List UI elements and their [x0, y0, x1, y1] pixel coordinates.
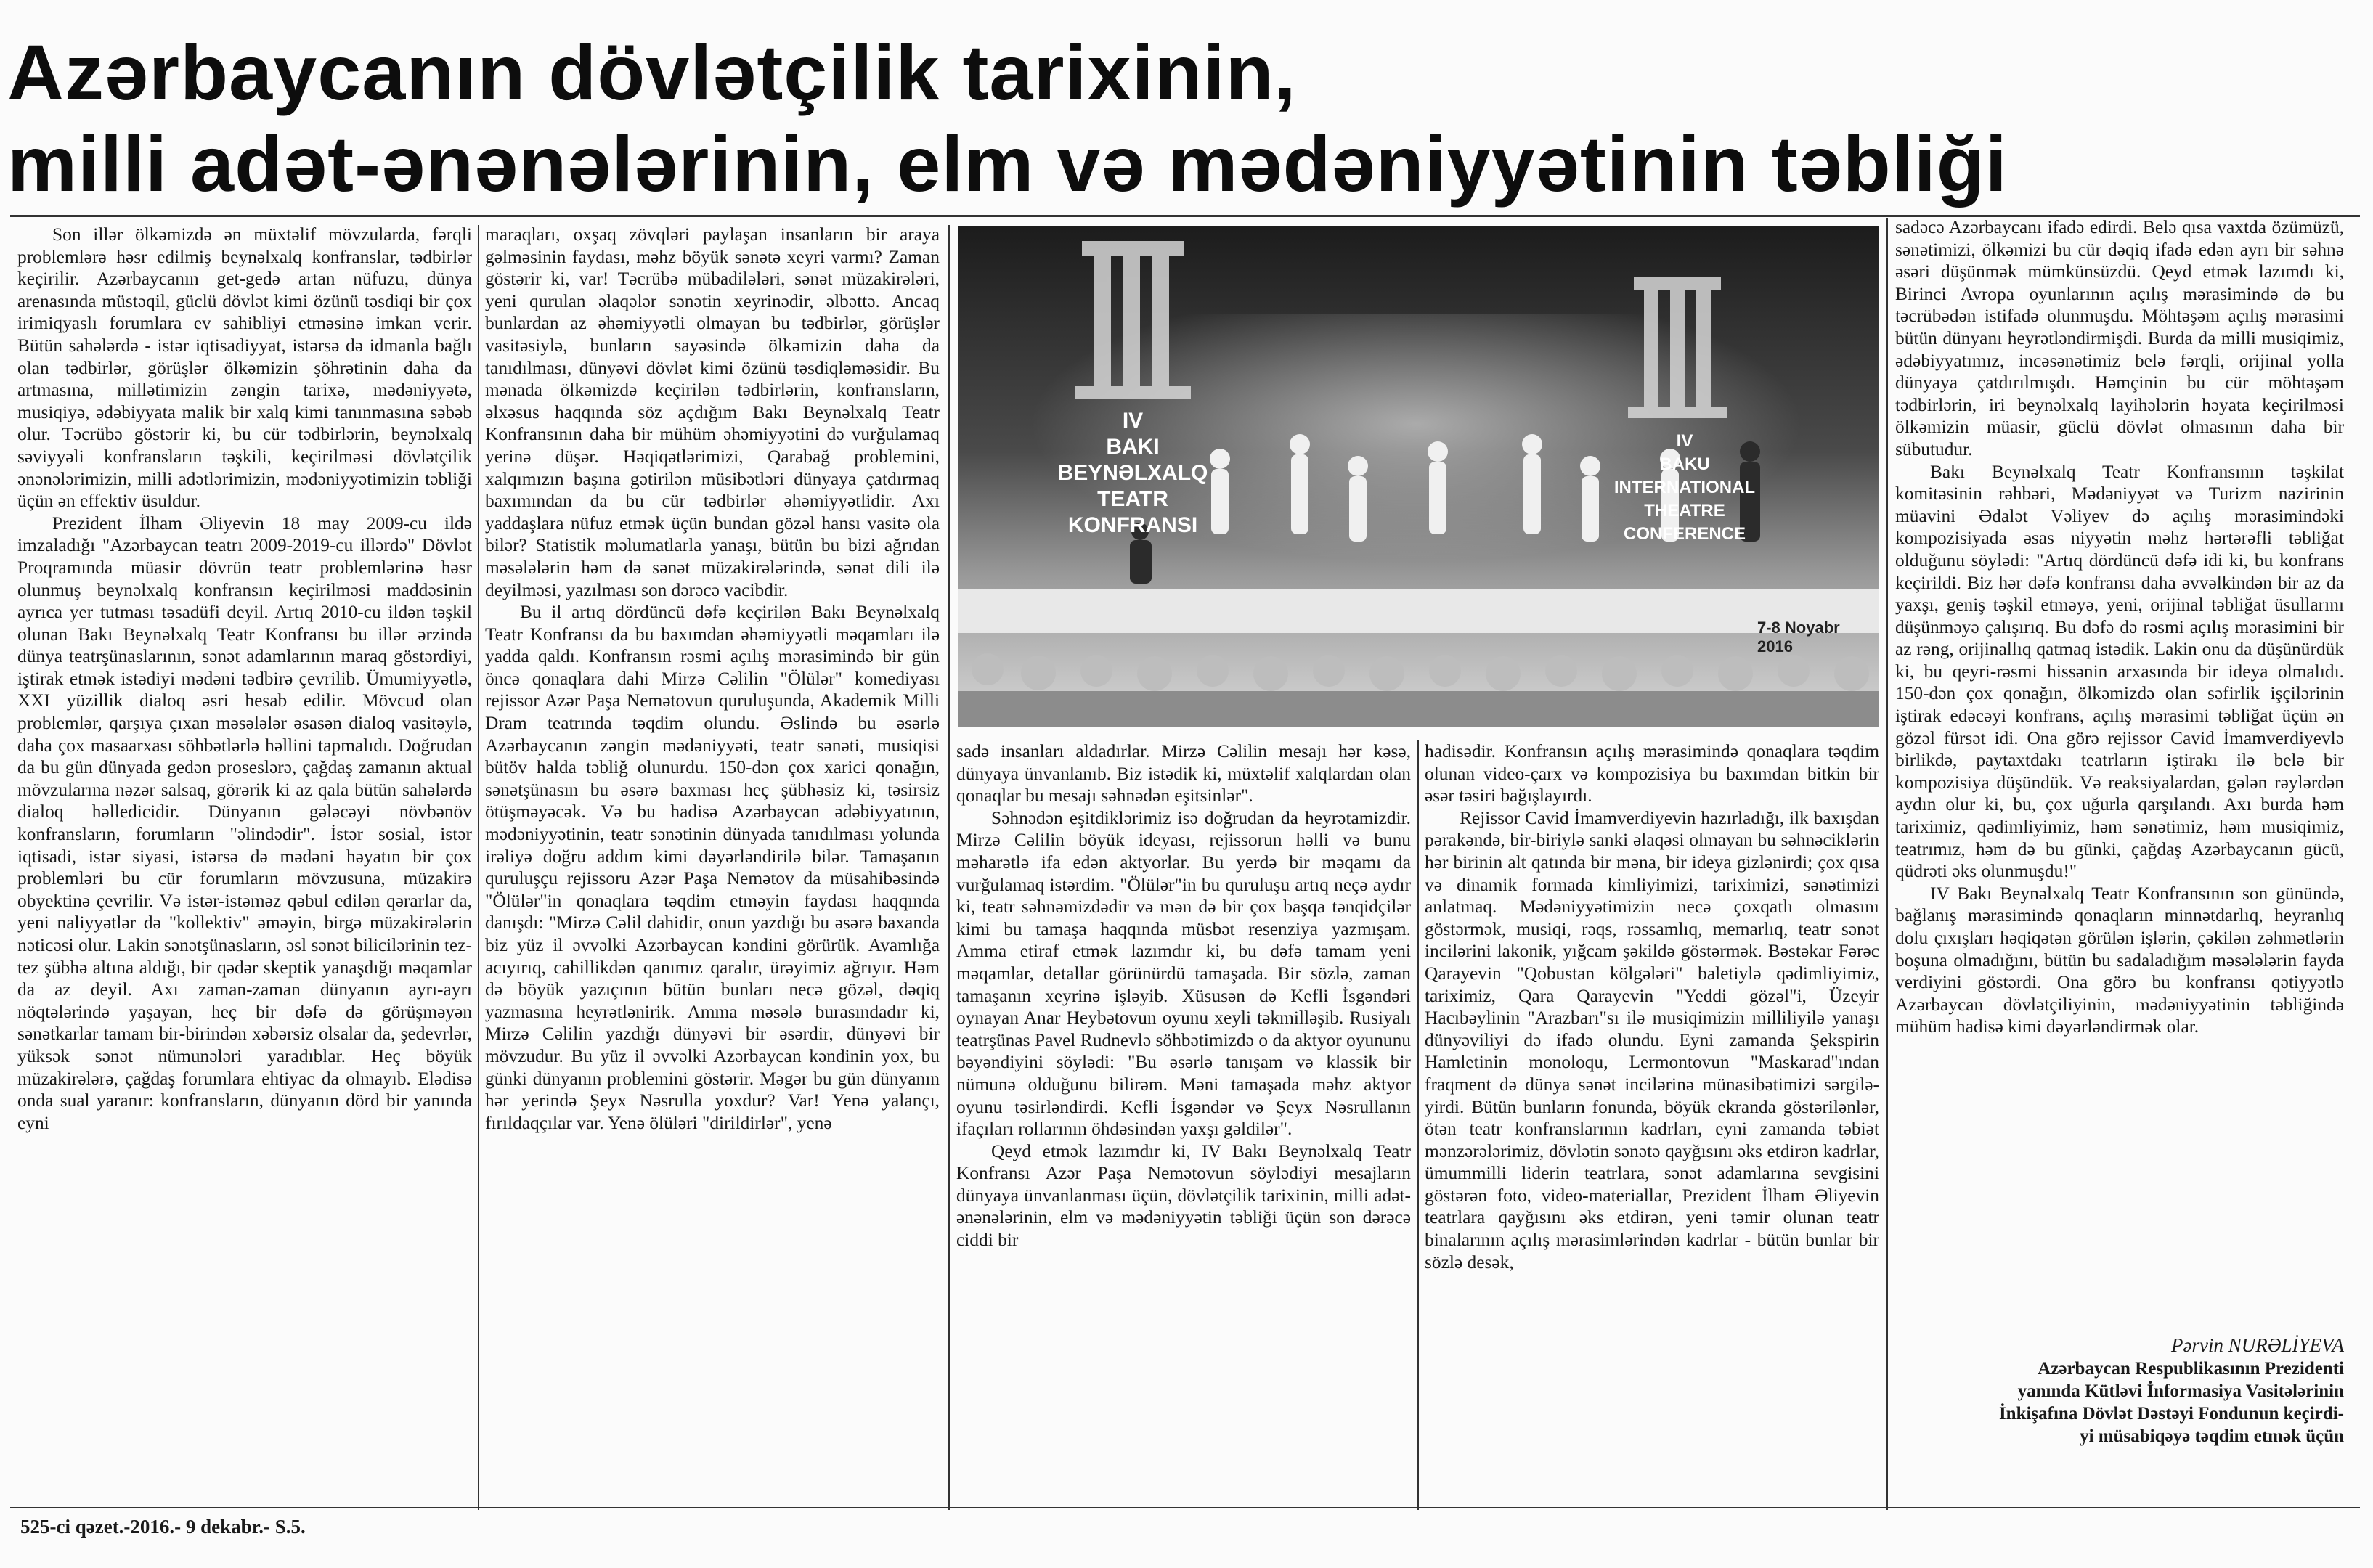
banner-left-line: KONFRANSI — [1067, 513, 1198, 537]
paragraph: Bakı Beynəlxalq Teatr Konfransının təşkilat komitəsinin rəhbəri, Mədəniyyət və Turizm nazirinin müavini Ədalət Vəliyev də açılış mərasimindəki kompozisiyada əsas niyyətin məhz hərtərəfli təbliğat olduğunu söylədi: "Artıq dördüncü dəfə idi ki, bu konfrans keçirildi. Biz hər dəfə konfransı daha əvvəlkindən bir az da yaxşı, geniş təşkil etməyə, yeni, orijinal təbliğat üsullarını düşünməyə çalışırıq. Bu dəfə də rəsmi açılış mərasimini bir az rəng, orijinallıq qatmaq istədik. Lakin onu da düşünürdük ki, bu qeyri-rəsmi hissənin arxasında bir ideya olmalıdı. 150-dən çox qonağın, ölkəmizdə olan səfirlik işçilərinin iştirak edəcəyi konfrans, açılış mərasimi təbliğat üçün ən gözəl fürsət idi. Ona görə rejissor Cavid İmamverdiyevlə birlikdə, paytaxtdakı teatrların iştirakı ilə belə bir kompozisiya düşündük. Və reaksiyalardan, gələn rəylərdən aydın olur ki, bu, çox uğurla qarşılandı. Axı burda həm tariximiz, qədimliyimiz, həm sənətimiz, həm musiqimiz, teatrımız, həm də bu günki, çağdaş Azərbaycanın gücü, qüdrəti əks olunmuşdu!" — [1895, 461, 2344, 882]
paragraph: Səhnədən eşitdiklərimiz isə doğrudan da heyrətamizdir. Mirzə Cəlilin böyük ideyası, rejissorun həlli və bunu məharətlə ifa edən aktyorlar. Bu yerdə bir məqamı da vurğulamaq istərdim. "Ölülər"in bu quruluşu artıq neçə aydır ki, teatr səhnəmizdədir və mən də bir çox başqa tənqidçilər kimi bu tamaşa haqqında müsbət resenziya yazmışam. Amma etiraf etmək lazımdır ki, bu dəfə tamam yeni məqamlar, detallar görünürdü tamaşada. Bir sözlə, zaman tamaşanın xeyrinə işləyib. Xüsusən də Kefli İsgəndəri oynayan Anar Heybətovun oyunu xeyli təkmilləşib. Rusiyalı teatrşünas Pavel Rudnevlə söhbətimizdə o da aktyor oyununu bəyəndiyini söylədi: "Bu əsərlə tanışam və klassik bir nümunə olduğunu bilirəm. Məni tamaşada məhz aktyor oyunu təsirləndirdi. Kefli İsgəndər və Şeyx Nəsrullanın ifaçıları rollarının öhdəsindən yaxşı gəldilər". — [956, 807, 1411, 1140]
banner-right-line: BAKU — [1659, 454, 1710, 474]
column-rule-1 — [478, 225, 479, 1510]
paragraph: Prezident İlham Əliyevin 18 may 2009-cu ildə imzaladığı "Azərbaycan teatrı 2009-2019-cu illərdə" Dövlət Proqramında müasir dövrün teatr problemlərinə həsr olunmuş beynəlxalq konfransın keçirilməsi maddəsinin ayrıca yer tutması təsadüfi deyil. Artıq 2010-cu ildən təşkil olunan Bakı Beynəlxalq Teatr Konfransı bu illər ərzində dünya teatrşünaslarının, sənət adamlarının maraq göstərdiyi, iştirak etmək istədiyi mədəni tədbirə çevrilib. Ümumiyyətlə, XXI yüzillik dialoq əsri hesab edilir. Mövcud olan problemlər, qarşıya çıxan məsələlər əsasən dialoq vasitəylə, daha çox masaarxası söhbətlərlə həllini tapmalıdı. Doğrudan da bu gün dünyada gedən proseslərə, çağdaş zamanın aktual mövzularına nəzər salsaq, görərik ki az qala bütün sahələrdə dialoq həlledicidir. Dünyanın gələcəyi növbənöv konfransların, forumların "əlindədir". İstər sosial, istər iqtisadi, istər siyasi, istərsə də mədəni həyatın bir çox problemləri bu cür forumların mövzusuna, müzakirə obyektinə çevrilir. Və istər-istəməz qəbul edilən qərarlar da, yeni naliyyətlər də "kollektiv" əməyin, birgə müzakirələrin nəticəsi olur. Lakin sənətşünasların, əsl sənət bilicilərinin tez-tez şübhə altına aldığı, bir qədər skeptik yanaşdığı məqamlar da az deyil. Axı zaman-zaman dünyanın ayrı-ayrı nöqtələrində yaşayan, heç bir dəfə də görüşməyən sənətkarlar tamam bir-birindən xəbərsiz olsalar da, şedevrlər, yüksək sənət nümunələri yaradıblar. Heç böyük müzakirələrə, çağdaş forumlara ehtiyac da olmayıb. Elədisə onda sual yaranır: konfransların, dünyanın dörd bir yanında eyni — [17, 513, 472, 1133]
banner-left-line: BAKI — [1106, 435, 1160, 459]
banner-right — [1590, 430, 1779, 546]
paragraph: Son illər ölkəmizdə ən müxtəlif mövzularda, fərqli problemlərə həsr edilmiş beynəlxalq konfranslar, tədbirlər keçirilir. Azərbaycanın get-gedə artan nüfuzu, dünya arenasında müstəqil, güclü dövlət kimi özünü təsdiqi bir çox irimiqyaslı forumlara ev sahibliyi etməsinə imkan verir. Bütün sahələrdə - istər iqtisadiyyat, istərsə də idmanla bağlı olan tədbirlər, görüşlər ölkəmizin şöhrətinin daha da artmasına, millətimizin zəngin tarixə, mədəniyyətə, musiqiyə, ədəbiyyata malik bir xalq kimi tanınmasına səbəb olur. Təcrübə göstərir ki, bu cür tədbirlərin, beynəlxalq səviyyəli konfransların təşkili, keçirilməsi dövlətçilik ənənələrimizin, milli adətlərimizin, mədəniyyətimizin təbliği üçün ən effektiv üsuldur. — [17, 224, 472, 512]
date-sign: 7-8 Noyabr 2016 — [1757, 618, 1840, 656]
paragraph: hadisədir. Konfransın açılış mərasimində qonaqlara təqdim olunan video-çarx və kompozisiya bu baxımdan bitkin bir əsər təsiri bağışlayırdı. — [1425, 741, 1879, 807]
paragraph: Qeyd etmək lazımdır ki, IV Bakı Beynəlxalq Teatr Konfransı Azər Paşa Nemətovun söylədiyi mesajların dünyaya ünvanlanması üçün, dövlətçilik tarixinin, milli adət-ənənələrinin, elm və mədəniyyətin təbliği üçün son dərəcə ciddi bir — [956, 1140, 1411, 1251]
banner-right-line: CONFERENCE — [1623, 524, 1746, 544]
banner-left-line: IV — [1122, 409, 1144, 433]
publication-footer: 525-ci qəzet.-2016.- 9 dekabr.- S.5. — [20, 1516, 306, 1538]
paragraph: Rejissor Cavid İmamverdiyevin hazırladığı, ilk baxışdan pərakəndə, bir-biriylə sanki əlaqəsi olmayan bu səhnəciklərin hər birinin alt qatında bir məna, bir ideya gizlənirdi; çox qısa və dinamik formada kimliyimizi, tariximizi, sənətimizi anlatmaq. Mədəniyyətimizin necə çoxqatlı olmasını göstərmək, musiqi, rəqs, rəssamlıq, memarlıq, teatr sənət incilərini lakonik, yığcam şəkildə göstərmək. Bəstəkar Fərəc Qarayevin "Qobustan kölgələri" baletiylə qədimliyimiz, tariximiz, Qara Qarayevin "Yeddi gözəl"i, Üzeyir Hacıbəylinin "Arazbarı"sı ilə musiqimizin milliliyilə yanaşı dünyəviliyi də ifadə olundu. Eyni zamanda Şekspirin Hamletinin monoloqu, Lermontovun "Maskarad"ından fraqment də dünya sənət incilərinə münasibətimizi sərgiləyirdi. Bütün bunların fonunda, böyük ekranda göstərilənlər, ötən teatr konfranslarının kadrları, eyni zamanda təbiət mənzərələrimiz, dövlətin sənətə qayğısını əks etdirən kadrlar, ümummilli liderin teatrlara, sənət adamlarına sevgisini göstərən foto, video-materiallar, Prezident İlham Əliyevin teatrlara qayğısını əks etdirən, yeni təmir olunan teatr binalarının açılış mərasimlərindən kadrlar - bütün bunlar bir sözlə desək, — [1425, 807, 1879, 1273]
column-rule-2 — [948, 225, 950, 1510]
stage-photo — [958, 226, 1879, 727]
paragraph: maraqları, oxşaq zövqləri paylaşan insanların bir araya gəlməsinin faydası, məhz böyük sənətə xeyri varmı? Zaman göstərir ki, var! Təcrübə mübadilələri, sənət müzakirələri, yeni qurulan əlaqələr sənətin xeyrinədir, əlbəttə. Ancaq bunlardan az əhəmiyyətli olmayan bu tədbirlər, görüşlər vasitəsiylə, bunların sayəsində ölkəmizin daha da tanıdılması, dünyəvi dövlət kimi özünü təsdiqləməsidir. Bu mənada ölkəmizdə keçirilən tədbirlərin, konfransların, əlxəsus haqqında söz açdığım Bakı Beynəlxalq Teatr Konfransının daha bir mühüm əhəmiyyətini də vurğulamaq yerinə düşər. Həqiqətlərimizi, Qarabağ problemini, xalqımızın başına gətirilən müsibətləri dünyaya çatdırmaq baxımından da bu cür tədbirlər əhəmiyyətlidir. Axı yaddaşlara nüfuz etmək üçün bundan gözəl hansı vasitə ola bilər? Statistik məlumatlarla yanaşı, bütün bu bizi ağrıdan məsələlərin həm də sənət müzakirələrində, sənət dili ilə deyilməsi, yazılması son dərəcə vacibdir. — [485, 224, 940, 600]
banner-right-line: IV — [1676, 431, 1693, 451]
article-column-2 — [485, 224, 940, 1501]
article-column-4 — [1425, 740, 1879, 1507]
column-rule-3 — [1417, 740, 1419, 1510]
article-column-5 — [1895, 216, 2344, 1327]
paragraph: IV Bakı Beynəlxalq Teatr Konfransının son günündə, bağlanış mərasimində qonaqların minnətdarlıq, heyranlıq dolu çıxışları həqiqətən görülən işlərin, çəkilən zəhmətlərin boşuna olmadığını, bütün bu sadaladığım məsələlərin fayda verdiyini göstərdi. Ona görə bu konfransı qətiyyətlə Azərbaycan dövlətçiliyinin, mədəniyyətinin təbliğində mühüm hadisə kimi dəyərləndirmək olar. — [1895, 883, 2344, 1037]
paragraph: sadəcə Azərbaycanı ifadə edirdi. Belə qısa vaxtda özümüzü, sənətimizi, ölkəmizi bu cür dəqiq ifadə edən ayrı bir səhnə əsəri düşünmək mümkünsüzdü. Qeyd etmək lazımdı ki, Birinci Avropa oyunlarının açılış mərasimində də bu təcrübədən istifadə olunmuşdu. Möhtəşəm açılış mərasimi bütün dünyanı heyrətləndirmişdi. Burda da milli musiqimiz, ədəbiyyatımız, incəsənətimiz belə fərqli, orijinal yolla dünyaya çatdırılmışdı. Həmçinin bu cür möhtəşəm tədbirlərin, iri beynəlxalq layihələrin həyata keçirilməsi ölkəmizin müasir, güclü dövlət olmasının daha bir sübutudur. — [1895, 217, 2344, 460]
author-affiliation — [1895, 1357, 2344, 1447]
headline-line-2: milli adət-ənənələrinin, elm və mədəniyyətinin təbliği — [7, 120, 2008, 208]
headline-line-1: Azərbaycanın dövlətçilik tarixinin, — [7, 28, 1297, 116]
affiliation-line: yi müsabiqəyə təqdim etmək üçün — [2080, 1426, 2344, 1446]
banner-right-line: THEATRE — [1644, 501, 1725, 520]
banner-left — [1046, 408, 1220, 539]
affiliation-line: Azərbaycan Respublikasının Prezidenti — [2038, 1359, 2344, 1379]
banner-left-line: TEATR — [1097, 487, 1168, 511]
footer-rule — [10, 1507, 2360, 1508]
article-column-1 — [17, 224, 472, 1501]
affiliation-line: yanında Kütləvi İnformasiya Vasitələrinin — [2017, 1381, 2344, 1401]
paragraph: Bu il artıq dördüncü dəfə keçirilən Bakı Beynəlxalq Teatr Konfransı da bu baxımdan əhəmiyyətli məqamları ilə yadda qaldı. Konfransın rəsmi açılış mərasimində bir gün öncə qonaqlara dahi Mirzə Cəlilin "Ölülər" komediyası rejissor Azər Paşa Nemətovun quruluşunda, Akademik Milli Dram teatrında təqdim olundu. Əslində bu əsərlə Azərbaycanın zəngin mədəniyyəti, teatr sənəti, musiqisi bütöv halda təbliğ olunurdu. 150-dən çox xarici qonağın, sənətşünasın bu əsərə baxması heç şübhəsiz ki, təsirsiz ötüşməyəcək. Və bu hadisə Azərbaycan ədəbiyyatının, mədəniyyətinin, teatr sənətinin dünyada tanıdılması yolunda irəliyə doğru addım kimi dəyərləndirilə bilər. Tamaşanın quruluşçu rejissoru Azər Paşa Nemətov da müsahibəsində "Ölülər"in qonaqlara təqdim etməyin faydası haqqında danışdı: "Mirzə Cəlil dahidir, onun yazdığı bu əsərə baxanda biz yüz il əvvəlki Azərbaycan kəndini görürük. Avamlığa acıyırıq, cahillikdən qanımız qaralır, ürəyimiz ağrıyır. Həm də böyük yazıçının bütün bunları necə gözəl, dəqiq yazmasına heyrətlənirik. Amma məsələ burasındadır ki, Mirzə Cəlilin yazdığı dünyəvi bir əsərdir, dünyəvi bir mövzudur. Bu yüz il əvvəlki Azərbaycan kəndinin yox, bu günki dünyanın problemini göstərir. Məgər bu gün dünyanın hər yerində Şeyx Nəsrulla yoxdur? Var! Yenə yalançı, fırıldaqçılar var. Yenə ölüləri "dirildirlər", yenə — [485, 602, 940, 1133]
article-column-3 — [956, 740, 1411, 1507]
banner-left-line: BEYNƏLXALQ — [1057, 461, 1208, 485]
paragraph: sadə insanları aldadırlar. Mirzə Cəlilin mesajı hər kəsə, dünyaya ünvanlanıb. Biz istədik ki, müxtəlif xalqlardan olan qonaqlar bu mesajı səhnədən eşitsinlər". — [956, 741, 1411, 807]
column-rule-4 — [1886, 218, 1888, 1510]
banner-right-line: INTERNATIONAL — [1613, 478, 1756, 497]
author-signature: Pərvin NURƏLİYEVA — [2171, 1334, 2344, 1356]
affiliation-line: İnkişafına Dövlət Dəstəyi Fondunun keçirdi- — [1998, 1404, 2344, 1424]
